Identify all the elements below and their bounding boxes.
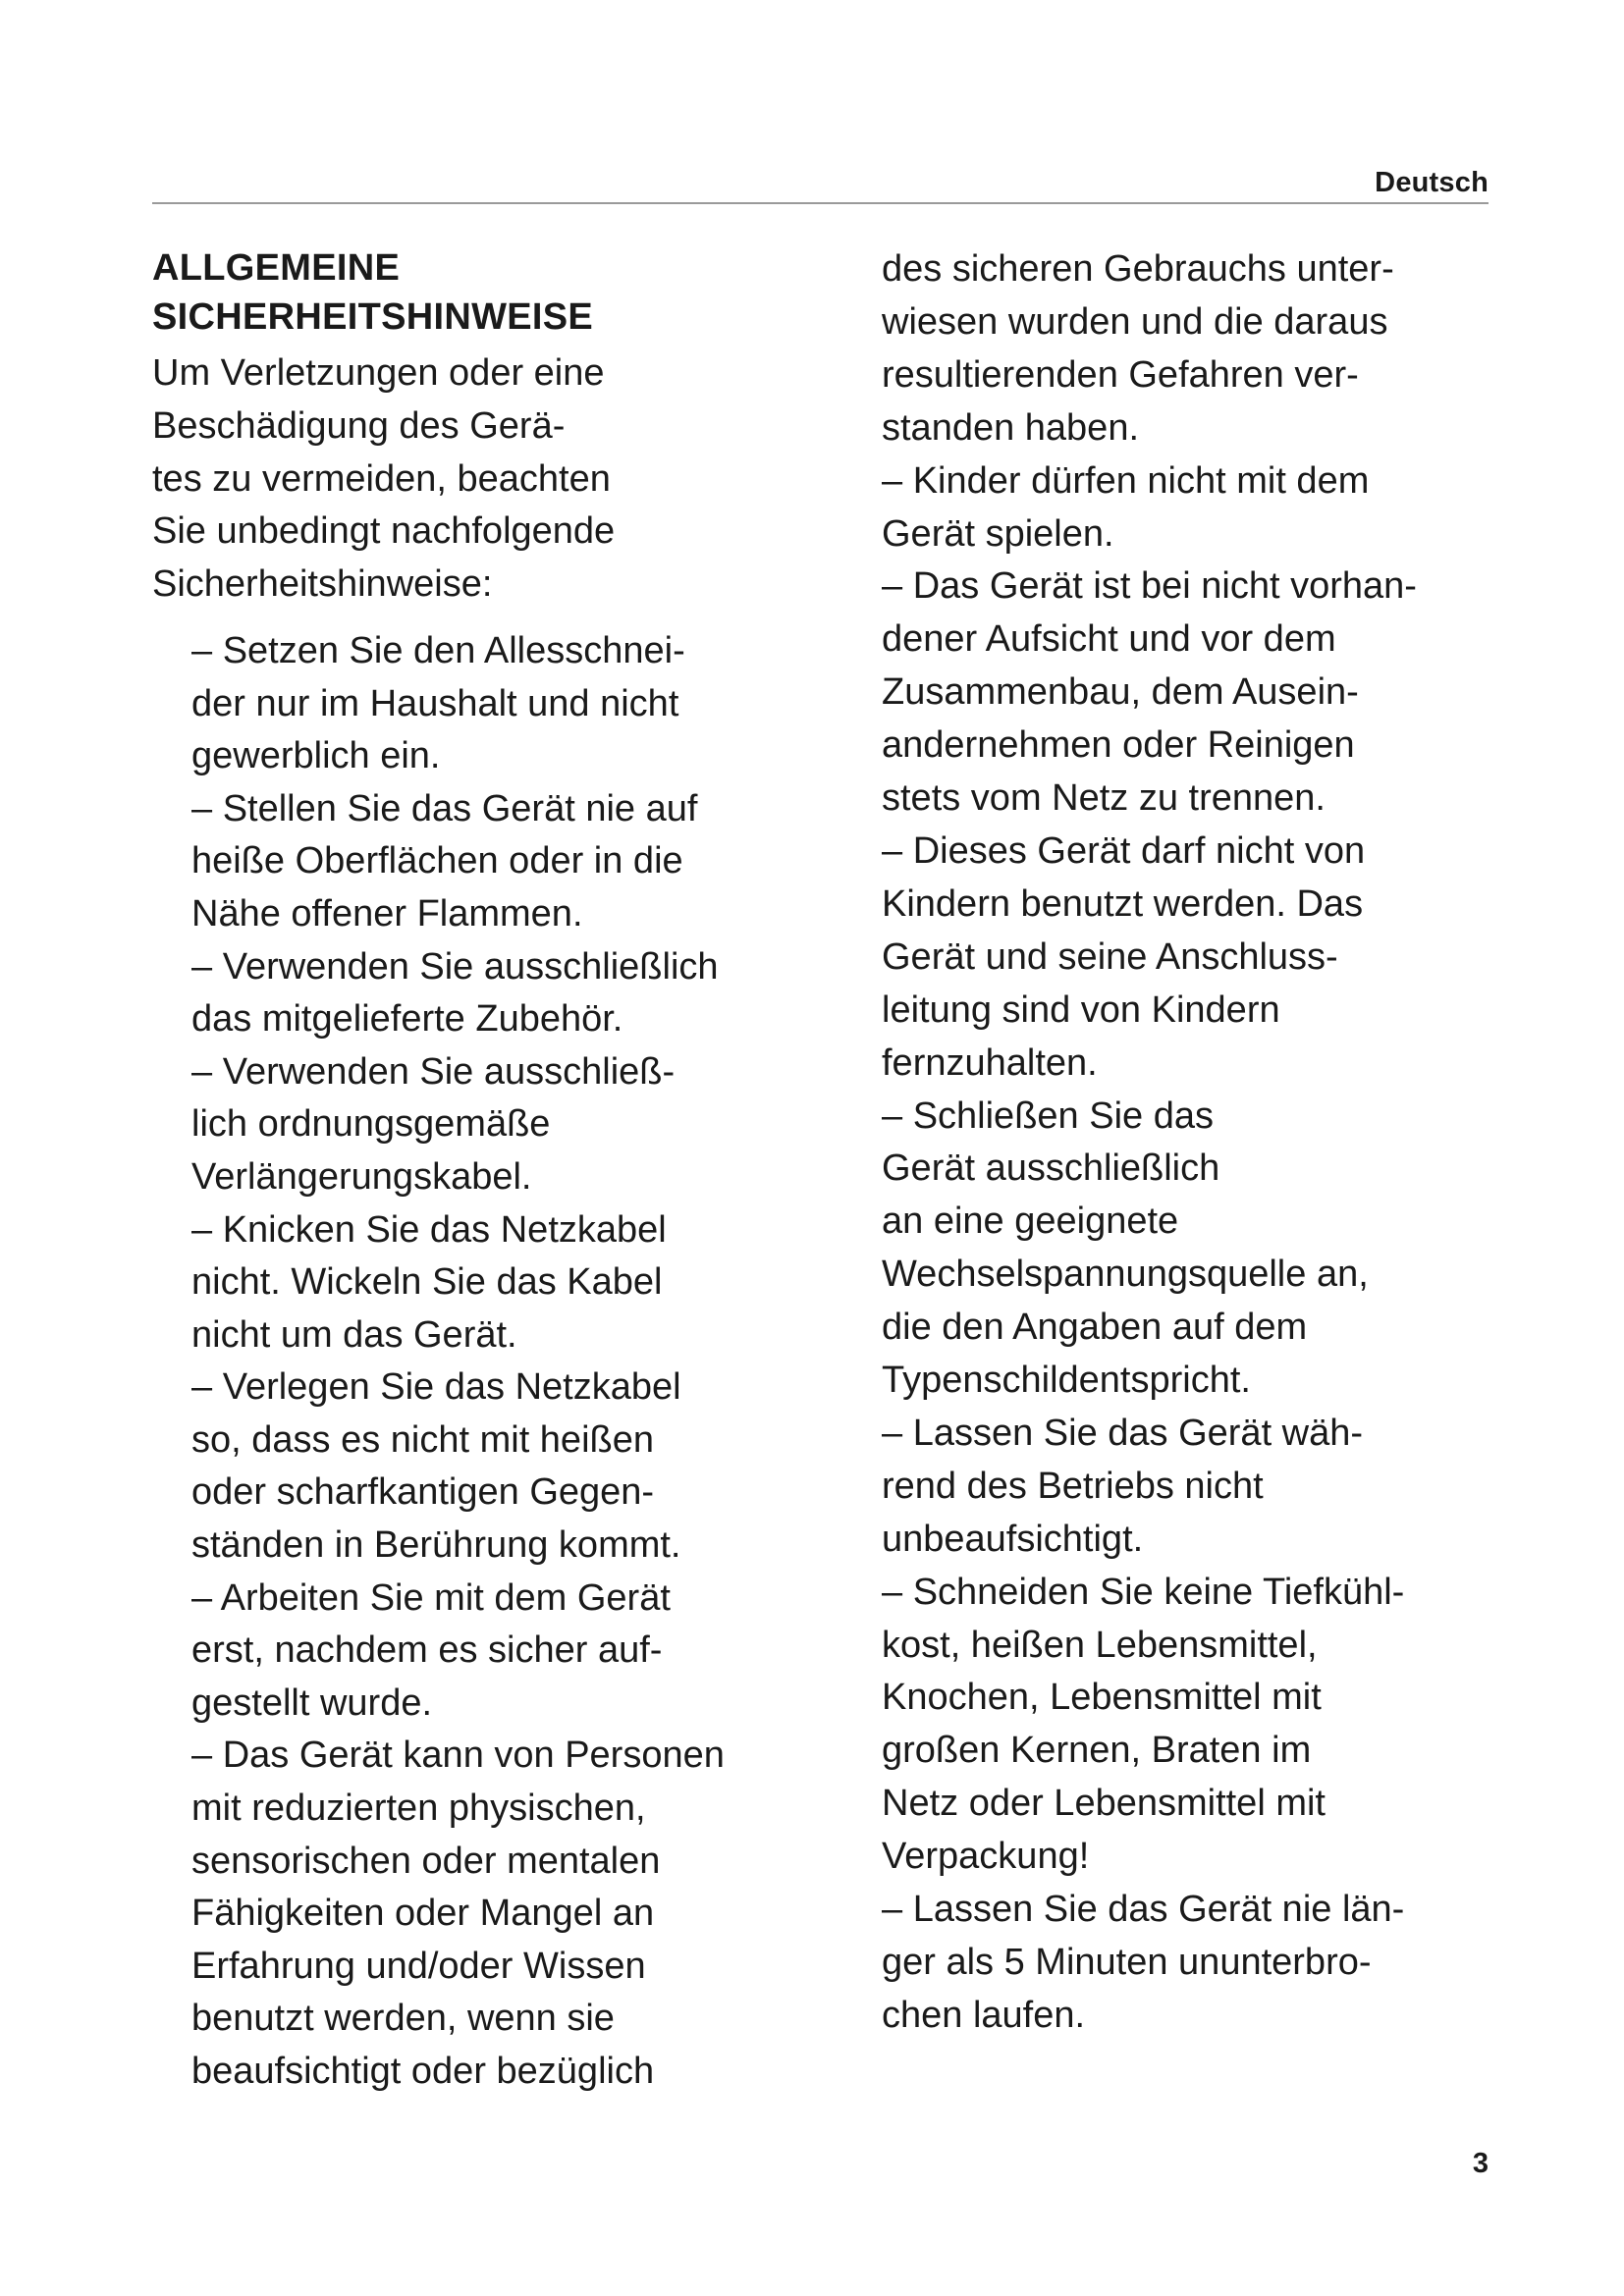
- text-line: sensorischen oder mentalen: [191, 1840, 661, 1882]
- text-line: des sicheren Gebrauchs unter-: [882, 248, 1394, 290]
- text-line: oder scharfkantigen Gegen-: [191, 1471, 655, 1514]
- text-line: stets vom Netz zu trennen.: [882, 777, 1326, 820]
- text-line: der nur im Haushalt und nicht: [191, 682, 679, 724]
- text-line: Erfahrung und/oder Wissen: [191, 1945, 646, 1987]
- text-line: Um Verletzungen oder eine: [152, 352, 605, 394]
- left-column: [152, 243, 839, 2099]
- text-line: dener Aufsicht und vor dem: [882, 618, 1336, 661]
- text-line: an eine geeignete: [882, 1201, 1179, 1243]
- text-line: Verpackung!: [882, 1836, 1090, 1878]
- text-line: andernehmen oder Reinigen: [882, 724, 1355, 767]
- text-line: – Lassen Sie das Gerät wäh-: [882, 1412, 1364, 1454]
- text-line: Sicherheitshinweise:: [152, 563, 493, 606]
- text-line: heiße Oberflächen oder in die: [191, 840, 683, 882]
- text-line: – Das Gerät ist bei nicht vorhan-: [882, 565, 1417, 608]
- text-line: – Das Gerät kann von Personen: [191, 1735, 725, 1777]
- text-line: – Arbeiten Sie mit dem Gerät: [191, 1576, 671, 1619]
- text-line: – Verlegen Sie das Netzkabel: [191, 1366, 681, 1409]
- text-line: Verlängerungskabel.: [191, 1155, 532, 1198]
- text-line: Gerät spielen.: [882, 512, 1114, 555]
- text-line: – Dieses Gerät darf nicht von: [882, 829, 1366, 872]
- right-column: [882, 243, 1510, 2043]
- text-line: unbeaufsichtigt.: [882, 1518, 1144, 1560]
- text-line: Sie unbedingt nachfolgende: [152, 510, 616, 553]
- text-line: nicht um das Gerät.: [191, 1313, 517, 1356]
- text-line: Netz oder Lebensmittel mit: [882, 1783, 1326, 1825]
- text-line: standen haben.: [882, 406, 1140, 449]
- text-line: nicht. Wickeln Sie das Kabel: [191, 1261, 663, 1304]
- text-line: ger als 5 Minuten ununterbro-: [882, 1942, 1372, 1983]
- text-line: Kindern benutzt werden. Das: [882, 882, 1364, 925]
- text-line: – Verwenden Sie ausschließ-: [191, 1050, 676, 1093]
- text-line: wiesen wurden und die daraus: [882, 300, 1388, 343]
- text-line: – Lassen Sie das Gerät nie län-: [882, 1889, 1405, 1931]
- text-line: – Verwenden Sie ausschließlich: [191, 945, 719, 988]
- text-line: Gerät und seine Anschluss-: [882, 935, 1338, 978]
- text-line: fernzuhalten.: [882, 1041, 1098, 1084]
- section-title-line: ALLGEMEINE: [152, 247, 401, 289]
- text-line: kost, heißen Lebensmittel,: [882, 1624, 1318, 1666]
- text-line: ständen in Berührung kommt.: [191, 1524, 681, 1567]
- text-line: Fähigkeiten oder Mangel an: [191, 1893, 655, 1935]
- text-line: tes zu vermeiden, beachten: [152, 457, 611, 500]
- text-line: Beschädigung des Gerä-: [152, 404, 566, 447]
- text-line: Typenschildentspricht.: [882, 1360, 1251, 1402]
- section-title-line: SICHERHEITSHINWEISE: [152, 296, 594, 338]
- text-line: rend des Betriebs nicht: [882, 1465, 1264, 1507]
- text-line: chen laufen.: [882, 1994, 1086, 2036]
- safety-instructions-left: [152, 625, 839, 2099]
- text-line: so, dass es nicht mit heißen: [191, 1418, 654, 1461]
- text-line: – Setzen Sie den Allesschnei-: [191, 629, 685, 671]
- text-line: gewerblich ein.: [191, 735, 441, 777]
- text-line: großen Kernen, Braten im: [882, 1730, 1312, 1772]
- text-line: Gerät ausschließlich: [882, 1148, 1220, 1190]
- text-line: benutzt werden, wenn sie: [191, 1998, 615, 2040]
- text-line: beaufsichtigt oder bezüglich: [191, 2051, 655, 2093]
- text-line: lich ordnungsgemäße: [191, 1103, 551, 1146]
- section-title: [152, 243, 839, 342]
- text-line: Zusammenbau, dem Ausein-: [882, 671, 1359, 714]
- text-line: Nähe offener Flammen.: [191, 892, 583, 934]
- text-line: – Kinder dürfen nicht mit dem: [882, 459, 1370, 502]
- page-number: 3: [1472, 2148, 1489, 2179]
- header-language: Deutsch: [1375, 167, 1489, 198]
- intro-paragraph: [152, 347, 839, 612]
- text-line: gestellt wurde.: [191, 1682, 433, 1724]
- text-line: – Stellen Sie das Gerät nie auf: [191, 787, 698, 829]
- text-line: leitung sind von Kindern: [882, 988, 1280, 1031]
- text-line: – Knicken Sie das Netzkabel: [191, 1208, 667, 1251]
- text-line: das mitgelieferte Zubehör.: [191, 998, 623, 1041]
- text-line: Knochen, Lebensmittel mit: [882, 1677, 1322, 1719]
- text-line: Wechselspannungsquelle an,: [882, 1254, 1369, 1296]
- text-line: resultierenden Gefahren ver-: [882, 353, 1359, 396]
- text-line: mit reduzierten physischen,: [191, 1788, 646, 1830]
- text-line: – Schließen Sie das: [882, 1095, 1214, 1137]
- header-divider: [152, 202, 1489, 204]
- text-line: die den Angaben auf dem: [882, 1307, 1308, 1349]
- text-line: – Schneiden Sie keine Tiefkühl-: [882, 1571, 1405, 1613]
- text-line: erst, nachdem es sicher auf-: [191, 1629, 663, 1672]
